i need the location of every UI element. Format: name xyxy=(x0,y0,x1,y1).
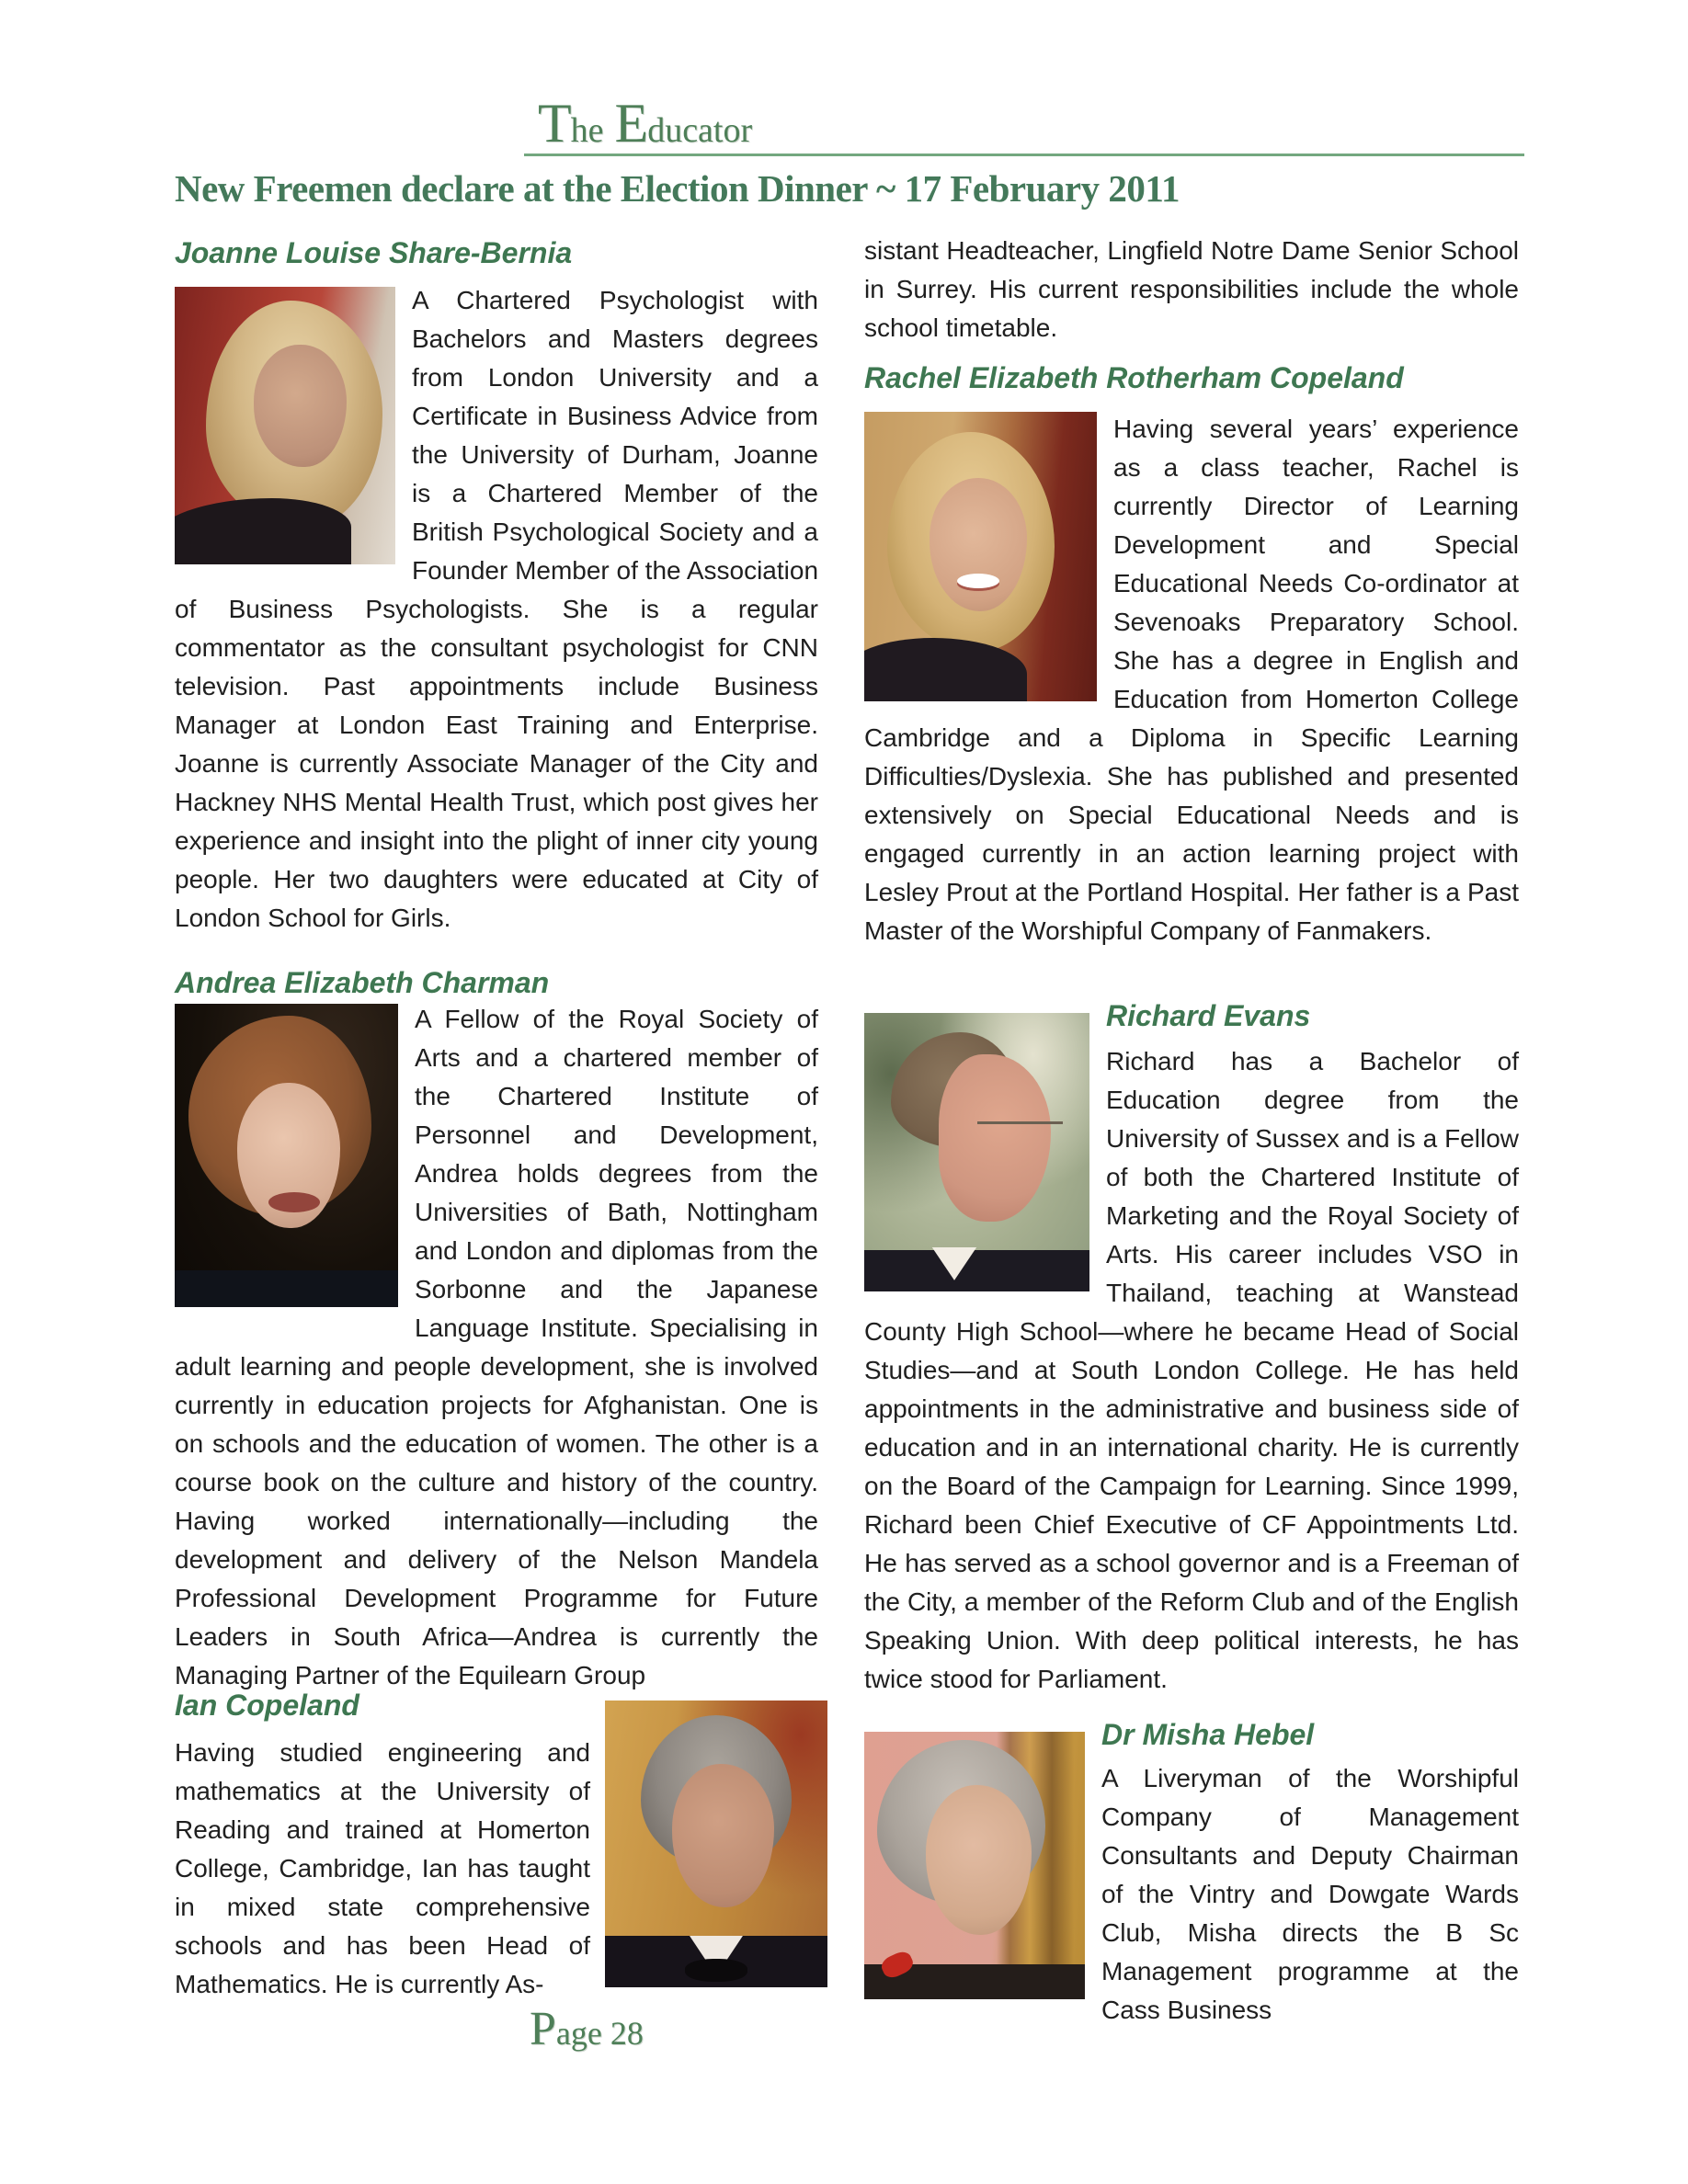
photo-layer-face xyxy=(672,1764,774,1907)
section-body: A Chartered Psychologist with Bachelors and Masters degrees from London University and a Certificate in Business Advice from the University of Durham, Joanne is a Chartered Member of the British Psychological Society and a Founder Member of the Association of Business Psychologists. She is a regular commentator as the consultant psychologist for CNN television. Past appointments include Business Manager at London East Training and Enterprise. Joanne is currently Associate Manager of the City and Hackney NHS Mental Health Trust, which post gives her experience and insight into the plight of inner city young people. Her two daughters were educated at City of London School for Girls. xyxy=(175,286,819,932)
page-number-rest: age 28 xyxy=(555,2015,644,2052)
section-body: sistant Headteacher, Lingfield Notre Dame Senior School in Surrey. His current responsibilities include the whole school timetable. xyxy=(864,236,1519,342)
photo-rachel-portrait xyxy=(864,412,1097,701)
section-body: Richard has a Bachelor of Education degree from the University of Sussex and is a Fellow of both the Chartered Institute of Marketing and the Royal Society of Arts. His career includes VSO in Thailand, teaching at Wanstead County High School—where he became Head of Social Studies—and at South London College. He has held appointments in the administrative and business side of education and in an international charity. He is currently on the Board of the Campaign for Learning. Since 1999, Richard been Chief Executive of CF Appointments Ltd. He has served as a school governor and is a Freeman of the City, a member of the Reform Club and of the English Speaking Union. With deep political interests, he has twice stood for Parliament. xyxy=(864,1047,1519,1693)
section-richard-evans xyxy=(864,998,1519,1699)
section-heading: Richard Evans xyxy=(1106,999,1311,1032)
photo-richard-portrait xyxy=(864,1013,1089,1291)
section-heading: Joanne Louise Share-Bernia xyxy=(175,236,573,269)
photo-layer-face xyxy=(254,345,347,467)
masthead-logo xyxy=(538,93,753,158)
page-number-initial: P xyxy=(530,2003,556,2055)
section-body: A Fellow of the Royal Society of Arts and a chartered member of the Chartered Institute of Personnel and Development, Andrea holds degrees from the Universities of Bath, Nottingham and London and diplomas from the Sorbonne and the Japanese Language Institute. Specialising in adult learning and people development, she is involved currently in education projects for Afghanistan. One is on schools and the education of women. The other is a course book on the culture and history of the country. Having worked internationally—including the development and delivery of the Nelson Mandela Professional Development Programme for Future Leaders in South Africa—Andrea is currently the Managing Partner of the Equilearn Group xyxy=(175,1005,818,1689)
logo-initial-e: E xyxy=(614,93,648,154)
photo-layer-torso xyxy=(175,498,351,564)
section-andrea-charman xyxy=(175,965,818,1695)
masthead-divider-rule xyxy=(524,154,1524,156)
photo-layer-face xyxy=(939,1054,1052,1222)
photo-layer-glasses xyxy=(977,1121,1063,1124)
logo-initial-t: T xyxy=(538,93,571,154)
photo-layer-face xyxy=(926,1785,1032,1935)
footer-page-number xyxy=(530,2003,644,2057)
section-heading: Dr Misha Hebel xyxy=(1101,1718,1315,1751)
section-ian-copeland xyxy=(175,1688,827,2004)
photo-layer-torso xyxy=(864,638,1027,701)
section-body: A Liveryman of the Worshipful Company of Management Consultants and Deputy Chairman of the Vintry and Dowgate Wards Club, Misha directs the B Sc Management programme at the Cass Business xyxy=(1101,1764,1519,2024)
section-heading: Ian Copeland xyxy=(175,1689,359,1722)
photo-layer-torso xyxy=(864,1250,1089,1291)
photo-misha-portrait xyxy=(864,1732,1085,1999)
photo-layer-mouth xyxy=(268,1192,320,1212)
article-title: New Freemen declare at the Election Dinner ~ 17 February 2011 xyxy=(175,167,1180,210)
photo-layer-bow-tie xyxy=(685,1959,747,1982)
photo-joanne-portrait xyxy=(175,287,395,564)
section-heading: Rachel Elizabeth Rotherham Copeland xyxy=(864,361,1404,394)
photo-ian-portrait xyxy=(605,1701,827,1987)
section-body: Having studied engineering and mathematics at the University of Reading and trained at Homerton College, Cambridge, Ian has taught in mixed state comprehensive schools and has been Head of Mathematics. He is currently As- xyxy=(175,1738,590,1998)
section-rachel-copeland xyxy=(864,360,1519,950)
section-joanne-share-bernia xyxy=(175,235,818,938)
section-body: Having several years’ experience as a class teacher, Rachel is currently Director of Learning Development and Special Educational Needs Co-ordinator at Sevenoaks Preparatory School. She has a degree in English and Education from Homerton College Cambridge and a Diploma in Specific Learning Difficulties/Dyslexia. She has published and presented extensively on Special Educational Needs and is engaged currently in an action learning project with Lesley Prout at the Portland Hospital. Her father is a Past Master of the Worshipful Company of Fanmakers. xyxy=(864,415,1519,945)
photo-andrea-portrait xyxy=(175,1004,398,1307)
logo-text-he: he xyxy=(570,111,604,150)
logo-text-ducator: ducator xyxy=(647,111,753,150)
section-misha-hebel xyxy=(864,1710,1519,2030)
photo-layer-torso xyxy=(175,1270,398,1307)
section-ian-copeland-continuation xyxy=(864,232,1519,347)
section-heading: Andrea Elizabeth Charman xyxy=(175,966,550,999)
